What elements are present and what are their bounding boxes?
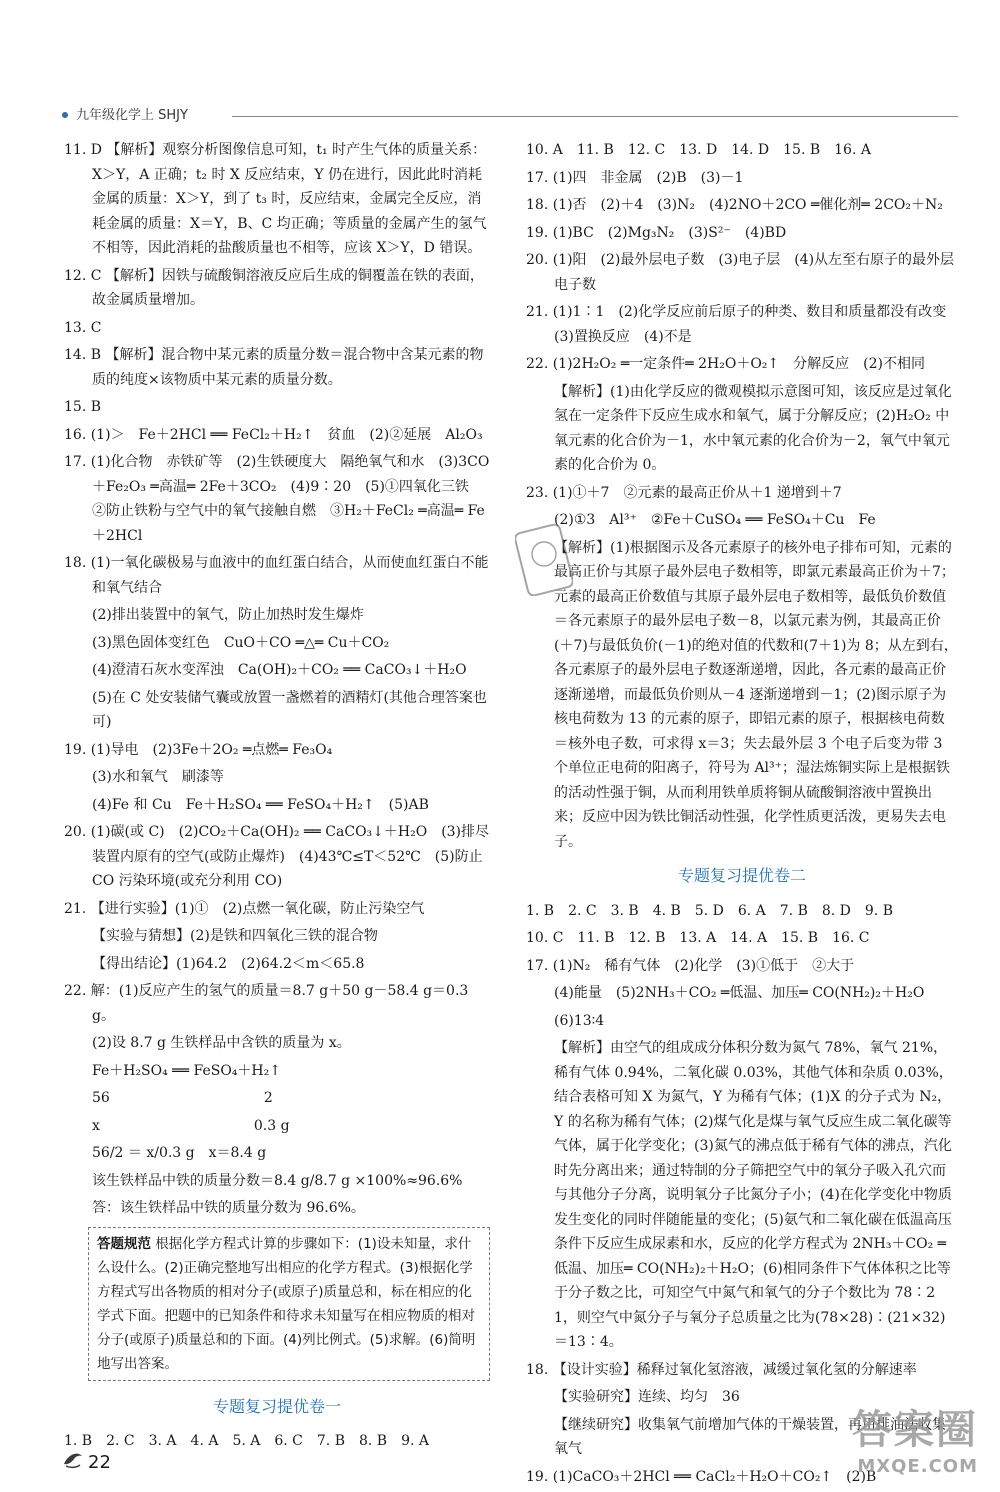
answer-r23-part-2: (2)①3 Al³⁺ ②Fe＋CuSO₄ ══ FeSO₄＋Cu Fe bbox=[554, 512, 876, 528]
answer-21-hypothesis: 【实验与猜想】(2)是铁和四氧化三铁的混合物 bbox=[92, 928, 378, 944]
answer-21: 21. 【进行实验】(1)① (2)点燃一氧化碳，防止污染空气 bbox=[64, 900, 425, 917]
answer-r20: 20. (1)阳 (2)最外层电子数 (3)电子层 (4)从左至右原子的最外层电子数 bbox=[526, 252, 955, 293]
answer-r23: 23. (1)①＋7 ②元素的最高正价从＋1 递增到＋7 bbox=[526, 484, 842, 501]
answer-18-part-5: (5)在 C 处安装储气囊或放置一盏燃着的酒精灯(其他合理答案也可) bbox=[92, 689, 487, 730]
page-number: 22 bbox=[88, 1452, 111, 1473]
answer-18-part-4: (4)澄清石灰水变浑浊 Ca(OH)₂＋CO₂ ══ CaCO₃↓＋H₂O bbox=[92, 662, 467, 678]
answer-r21: 21. (1)1∶1 (2)化学反应前后原子的种类、数目和质量都没有改变 (3)置换反应 (4)不是 bbox=[526, 304, 961, 345]
answer-18-part-3: (3)黑色固体变红色 CuO＋CO ═△═ Cu＋CO₂ bbox=[92, 634, 390, 651]
bullet-icon bbox=[62, 112, 68, 118]
review-2-answer-18: 18. 【设计实验】稀释过氧化氢溶液，减缓过氧化氢的分解速率 bbox=[526, 1361, 917, 1378]
answer-18-part-2: (2)排出装置中的氧气，防止加热时发生爆炸 bbox=[92, 607, 364, 623]
answer-r19: 19. (1)BC (2)Mg₃N₂ (3)S²⁻ (4)BD bbox=[526, 224, 787, 241]
answer-22: 22. 解：(1)反应产生的氢气的质量＝8.7 g＋50 g－58.4 g＝0.3 g。 bbox=[64, 983, 473, 1024]
review-1-answers: 1. B 2. C 3. A 4. A 5. A 6. C 7. B 8. B 9. A bbox=[64, 1433, 429, 1449]
answer-21-conclusion: 【得出结论】(1)64.2 (2)64.2＜m＜65.8 bbox=[92, 955, 365, 972]
answer-20: 20. (1)碳(或 C) (2)CO₂＋Ca(OH)₂ ══ CaCO₃↓＋H₂O (3)排尽装置内原有的空气(或防止爆炸) (4)43℃≤T＜52℃ (5)防止 CO 污染环境(或充分利用 CO) bbox=[64, 824, 490, 889]
answer-14: 14. B 【解析】混合物中某元素的质量分数＝混合物中含某元素的物质的纯度×该物质中某元素的质量分数。 bbox=[64, 347, 484, 388]
answer-r22-analysis: 【解析】(1)由化学反应的微观模拟示意图可知，该反应是过氧化氢在一定条件下反应生成水和氧气，属于分解反应；(2)H₂O₂ 中氧元素的化合价为－1，水中氧元素的化合价为－2，氧气中氧元素的化合价为 0。 bbox=[554, 383, 952, 473]
review-2-answer-18-continue: 【继续研究】收集氧气前增加气体的干燥装置，再用排油法收集氧气 bbox=[554, 1416, 946, 1457]
book-title: 九年级化学上 SHJY bbox=[76, 108, 188, 123]
answer-12: 12. C 【解析】因铁与硫酸铜溶液反应后生成的铜覆盖在铁的表面，故金属质量增加。 bbox=[64, 267, 484, 308]
watermark-logo-text: 答案圈 bbox=[852, 1407, 978, 1453]
answer-15: 15. B bbox=[64, 399, 102, 415]
answer-22-conclusion: 答：该生铁样品中铁的质量分数为 96.6%。 bbox=[92, 1200, 365, 1216]
section-title-review-1: 专题复习提优卷一 bbox=[212, 1396, 341, 1416]
site-watermark bbox=[798, 1399, 978, 1477]
answer-22-equation: Fe＋H₂SO₄ ══ FeSO₄＋H₂↑ bbox=[92, 1062, 281, 1079]
review-2-answers-row-1: 1. B 2. C 3. B 4. B 5. D 6. A 7. B 8. D 9. B bbox=[526, 902, 893, 919]
answer-19-part-3: (3)水和氧气 刷漆等 bbox=[92, 769, 224, 785]
answer-r23-analysis: 【解析】(1)根据图示及各元素原子的核外电子排布可知，元素的最高正价与其原子最外层电子数相等，即氯元素最高正价为＋7；元素的最高正价数值与其原子最外层电子数相等，最低负价数值＝各元素原子的最外层电子数－8，以氯元素为例，其最高正价(＋7)与最低负价(－1)的绝对值的代数和(7＋1)为 8；从左到右，各元素原子的最外层电子数逐渐递增，因此，各元素的最高正价逐渐递增，而最低负价则从－4 逐渐递增到－1；(2)图示原子为核电荷数为 13 的元素的原子，即铝元素的原子，根据核电荷数＝核外电子数，可求得 x＝3；失去最外层 3 个电子后变为带 3 个单位正电荷的阳离子，符号为 Al³⁺；湿法炼铜实际上是根据铁的活动性强于铜，从而利用铁单质将铜从硫酸铜溶液中置换出来；反应中因为铁比铜活动性强，化学性质更活泼，更易失去电子。 bbox=[554, 539, 958, 850]
answer-r22: 22. (1)2H₂O₂ ═一定条件═ 2H₂O＋O₂↑ 分解反应 (2)不相同 bbox=[526, 356, 925, 372]
answer-22-step-1: (2)设 8.7 g 生铁样品中含铁的质量为 x。 bbox=[92, 1035, 351, 1051]
review-2-answer-17: 17. (1)N₂ 稀有气体 (2)化学 (3)①低于 ②大于 bbox=[526, 957, 855, 974]
right-column bbox=[526, 138, 961, 1492]
answer-17: 17. (1)化合物 赤铁矿等 (2)生铁硬度大 隔绝氧气和水 (3)3CO＋Fe₂O₃ ═高温═ 2Fe＋3CO₂ (4)9∶20 (5)①四氧化三铁 ②防止铁粉与空气中的氧气接触自燃 ③H₂＋FeCl₂ ═高温═ Fe＋2HCl bbox=[64, 454, 490, 544]
review-2-answer-17-part-4: (4)能量 (5)2NH₃＋CO₂ ═低温、加压═ CO(NH₂)₂＋H₂O bbox=[554, 985, 925, 1001]
section-title-review-2: 专题复习提优卷二 bbox=[677, 866, 806, 885]
page-header bbox=[62, 104, 958, 126]
watermark-url: MXQE.COM bbox=[857, 1456, 978, 1477]
answer-19: 19. (1)导电 (2)3Fe＋2O₂ ═点燃═ Fe₃O₄ bbox=[64, 741, 333, 758]
answer-22-proportion: 56/2 ＝ x/0.3 g x＝8.4 g bbox=[92, 1145, 267, 1161]
answer-16: 16. (1)＞ Fe＋2HCl ══ FeCl₂＋H₂↑ 贫血 (2)②延展 Al₂O₃ bbox=[64, 426, 483, 443]
answer-guidelines-box bbox=[88, 1227, 490, 1381]
answer-22-masses: 56 2 bbox=[92, 1090, 273, 1106]
page-footer bbox=[62, 1448, 122, 1478]
answer-22-fraction: 该生铁样品中铁的质量分数＝8.4 g/8.7 g ×100%≈96.6% bbox=[92, 1172, 463, 1189]
dolphin-icon bbox=[62, 1448, 84, 1470]
answer-18: 18. (1)一氧化碳极易与血液中的血红蛋白结合，从而使血红蛋白不能和氧气结合 bbox=[64, 555, 489, 596]
answer-11: 11. D 【解析】观察分析图像信息可知，t₁ 时产生气体的质量关系：X＞Y，A 正确；t₂ 时 X 反应结束，Y 仍在进行，因此此时消耗金属的质量：X＞Y，到了 t₃ 时，反应结束，金属完全反应，消耗金属的质量：X＝Y，B、C 均正确；等质量的金属产生的氢气不相等，因此消耗的盐酸质量也不相等，应该 X＞Y，D 错误。 bbox=[64, 142, 487, 256]
answer-19-part-4: (4)Fe 和 Cu Fe＋H₂SO₄ ══ FeSO₄＋H₂↑ (5)AB bbox=[92, 796, 429, 813]
seal-stamp-icon bbox=[515, 524, 573, 596]
review-2-answers-row-2: 10. C 11. B 12. B 13. A 14. A 15. B 16. C bbox=[526, 930, 870, 946]
answer-13: 13. C bbox=[64, 319, 102, 336]
answer-r17: 17. (1)四 非金属 (2)B (3)－1 bbox=[526, 169, 744, 186]
guidelines-text: 根据化学方程式计算的步骤如下：(1)设未知量，求什么设什么。(2)正确完整地写出相应的化学方程式。(3)根据化学方程式写出各物质的相对分子(或原子)质量总和，标在相应的化学式下面。把题中的已知条件和待求未知量写在相应物质的相对分子(或原子)质量总和的下面。(4)列比例式。(5)求解。(6)简明地写出答案。 bbox=[97, 1235, 476, 1372]
review-2-answer-18-research: 【实验研究】连续、均匀 36 bbox=[554, 1389, 740, 1405]
review-2-answer-19: 19. (1)CaCO₃＋2HCl ══ CaCl₂＋H₂O＋CO₂↑ (2)B bbox=[526, 1468, 877, 1485]
answer-22-knowns: x 0.3 g bbox=[92, 1117, 290, 1134]
answer-10-16: 10. A 11. B 12. C 13. D 14. D 15. B 16. A bbox=[526, 142, 871, 158]
left-column bbox=[64, 138, 490, 1457]
review-2-answer-17-analysis: 【解析】由空气的组成成分体积分数为氮气 78%，氧气 21%，稀有气体 0.94%，二氧化碳 0.03%，其他气体和杂质 0.03%，结合表格可知 X 为氮气，Y 为稀有气体；(1)X 的分子式为 N₂，Y 的名称为稀有气体；(2)煤气化是煤与氧气反应生成二氧化碳等气体，属于化学变化；(3)氮气的沸点低于稀有气体的沸点，汽化时先分离出来；通过特制的分子筛把空气中的氧分子吸入孔穴而与其他分子分离，说明氧分子比氮分子小；(4)在化学变化中物质发生变化的同时伴随能量的变化；(5)氨气和二氧化碳在低温高压条件下反应生成尿素和水，反应的化学方程式为 2NH₃＋CO₂ ═低温、加压═ CO(NH₂)₂＋H₂O；(6)相同条件下气体体积之比等于分子数之比，可知空气中氮气和氧气的分子个数比为 78∶21，则空气中氮分子与氧分子总质量之比为(78×28)∶(21×32)＝13∶4。 bbox=[554, 1040, 953, 1350]
review-2-answer-17-part-6: (6)13∶4 bbox=[554, 1012, 605, 1029]
header-rule bbox=[232, 116, 958, 117]
answer-r18: 18. (1)否 (2)＋4 (3)N₂ (4)2NO＋2CO ═催化剂═ 2CO₂＋N₂ bbox=[526, 197, 943, 213]
guidelines-label: 答题规范 bbox=[97, 1235, 151, 1252]
